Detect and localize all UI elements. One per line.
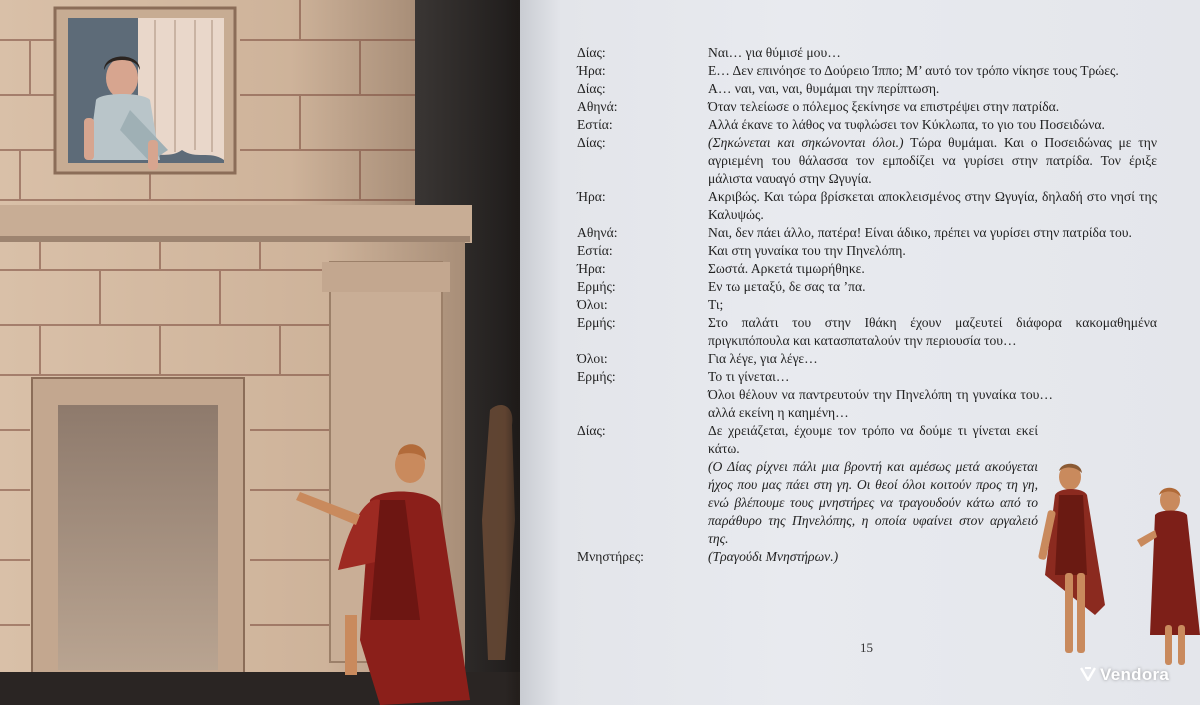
script-line bbox=[577, 98, 1157, 116]
page-number: 15 bbox=[860, 640, 873, 655]
speaker-name: Όλοι: bbox=[577, 297, 608, 312]
speaker-name: Ήρα: bbox=[577, 189, 606, 204]
dialogue-text bbox=[708, 134, 1157, 188]
stage-direction: (Σηκώνεται και σηκώνονται όλοι.) bbox=[708, 135, 904, 150]
illustration-page bbox=[0, 0, 520, 705]
stage-direction: (Ο Δίας ρίχνει πάλι μια βροντή και αμέσως μετά ακούγεται ήχος που μας πάει στη γη. Οι θεοί όλοι κοιτούν προς τη γη, ενώ βλέπουμε τους μνηστήρες να τραγουδούν κάτω από το παράθυρο της Πηνελόπης, η οποία υφαίνει στον αργαλειό της. bbox=[708, 459, 1038, 546]
speaker-name: Ερμής: bbox=[577, 369, 616, 384]
script-line bbox=[577, 350, 1157, 368]
dialogue-text: Σωστά. Αρκετά τιμωρήθηκε. bbox=[708, 261, 865, 276]
text-page bbox=[520, 0, 1200, 705]
dialogue-text: Στο παλάτι του στην Ιθάκη έχουν μαζευτεί διάφορα κακομαθημένα πριγκιπόπουλα και κατασπαταλούν την περιουσία του… bbox=[708, 315, 1157, 348]
speaker-name: Δίας: bbox=[577, 423, 606, 438]
puppet-figures-illustration bbox=[1025, 455, 1200, 675]
dialogue-text: Ε… Δεν επινόησε το Δούρειο Ίππο; Μ’ αυτό τον τρόπο νίκησε τους Τρώες. bbox=[708, 63, 1119, 78]
speaker-name: Αθηνά: bbox=[577, 225, 618, 240]
script-line bbox=[577, 242, 1157, 260]
speaker-name: Δίας: bbox=[577, 81, 606, 96]
script-line bbox=[577, 80, 1157, 98]
stage-direction: (Τραγούδι Μνηστήρων.) bbox=[708, 549, 839, 564]
script-line bbox=[577, 368, 1157, 386]
speaker-name: Μνηστήρες: bbox=[577, 549, 644, 564]
script-line bbox=[577, 188, 1157, 224]
speaker-name: Δίας: bbox=[577, 135, 606, 150]
script-line bbox=[577, 296, 1157, 314]
dialogue-text: Ακριβώς. Και τώρα βρίσκεται αποκλεισμένος στην Ωγυγία, δηλαδή στο νησί της Καλυψώς. bbox=[708, 189, 1157, 222]
speaker-name: Αθηνά: bbox=[577, 99, 618, 114]
dialogue-text: Και στη γυναίκα του την Πηνελόπη. bbox=[708, 243, 906, 258]
script-line bbox=[577, 314, 1157, 350]
speaker-name: Ήρα: bbox=[577, 63, 606, 78]
dialogue-text: Εν τω μεταξύ, δε σας τα ’πα. bbox=[708, 279, 866, 294]
dialogue-text: Τι; bbox=[708, 297, 724, 312]
dialogue-text: Δε χρειάζεται, έχουμε τον τρόπο να δούμε τι γίνεται εκεί κάτω. bbox=[708, 423, 1038, 456]
dialogue-text: Α… ναι, ναι, ναι, θυμάμαι την περίπτωση. bbox=[708, 81, 940, 96]
dialogue-text: Για λέγε, για λέγε… bbox=[708, 351, 818, 366]
speaker-name: Εστία: bbox=[577, 117, 613, 132]
script-line bbox=[577, 134, 1157, 188]
vendora-watermark bbox=[1080, 665, 1169, 685]
dialogue-text: Ναι, δεν πάει άλλο, πατέρα! Είναι άδικο, πρέπει να γυρίσει στην πατρίδα του. bbox=[708, 225, 1132, 240]
script-line bbox=[577, 386, 1157, 422]
speaker-name: Εστία: bbox=[577, 243, 613, 258]
script-line bbox=[577, 44, 1157, 62]
speaker-name: Ερμής: bbox=[577, 315, 616, 330]
dialogue-span: Τώρα θυμάμαι. Και ο Ποσειδώνας με την αγριεμένη του θάλασσα τον εμποδίζει να γυρίσει στην πατρίδα. Τον έριξε μάλιστα ναυαγό στην Ωγυγία. bbox=[708, 135, 1157, 186]
puppet-theatre-illustration bbox=[0, 0, 520, 705]
script-line bbox=[577, 422, 1157, 458]
script-line bbox=[577, 278, 1157, 296]
script-line bbox=[577, 224, 1157, 242]
speaker-name: Δίας: bbox=[577, 45, 606, 60]
dialogue-text: Το τι γίνεται… bbox=[708, 369, 790, 384]
dialogue-text: Όταν τελείωσε ο πόλεμος ξεκίνησε να επιστρέψει στην πατρίδα. bbox=[708, 99, 1060, 114]
watermark-text: Vendora bbox=[1100, 665, 1170, 684]
dialogue-text: Όλοι θέλουν να παντρευτούν την Πηνελόπη τη γυναίκα του… αλλά εκείνη η καημένη… bbox=[708, 387, 1053, 420]
speaker-name: Ήρα: bbox=[577, 261, 606, 276]
speaker-name: Ερμής: bbox=[577, 279, 616, 294]
vendora-logo-icon bbox=[1080, 667, 1096, 681]
script-line bbox=[577, 62, 1157, 80]
dialogue-text: Ναι… για θύμισέ μου… bbox=[708, 45, 841, 60]
speaker-name: Όλοι: bbox=[577, 351, 608, 366]
script-line bbox=[577, 260, 1157, 278]
book-gutter-shadow bbox=[505, 0, 520, 705]
script-line bbox=[577, 116, 1157, 134]
dialogue-text: Αλλά έκανε το λάθος να τυφλώσει τον Κύκλωπα, το γιο του Ποσειδώνα. bbox=[708, 117, 1105, 132]
